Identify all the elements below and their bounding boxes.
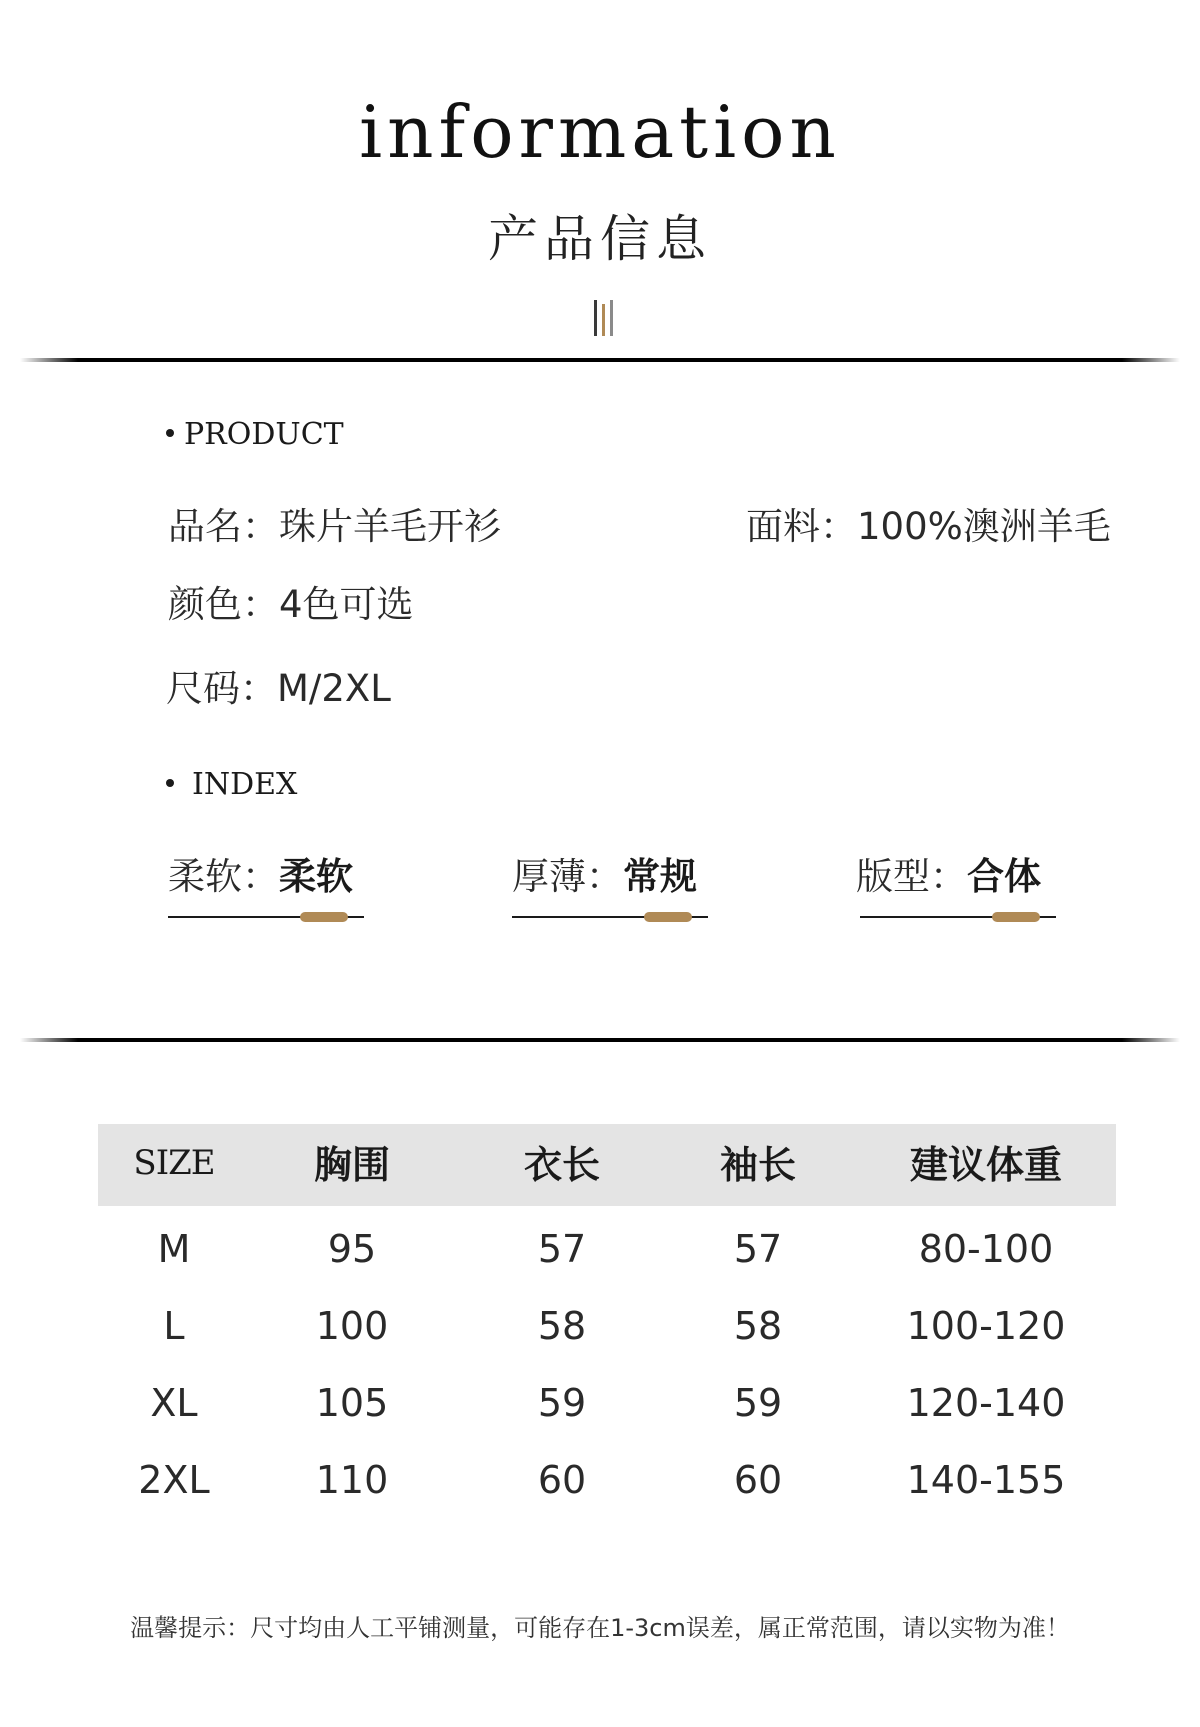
size-table-header-sleeve: 袖长 bbox=[719, 1143, 796, 1187]
table-cell: 2XL bbox=[138, 1458, 210, 1502]
measurement-note: 温馨提示：尺寸均由人工平铺测量，可能存在1-3cm误差，属正常范围，请以实物为准！ bbox=[130, 1614, 1070, 1642]
size-table-header-weight: 建议体重 bbox=[909, 1143, 1062, 1187]
table-cell: 59 bbox=[733, 1381, 783, 1425]
section-label-index bbox=[166, 767, 298, 802]
table-cell: 60 bbox=[537, 1458, 587, 1502]
index-scale-marker bbox=[644, 912, 692, 922]
size-table-header-size: SIZE bbox=[133, 1143, 215, 1183]
index-value: 柔软 bbox=[279, 855, 353, 898]
divider-middle bbox=[20, 1038, 1180, 1042]
bullet-icon bbox=[166, 429, 174, 437]
divider-top bbox=[20, 358, 1180, 362]
product-color: 颜色：4色可选 bbox=[168, 583, 414, 626]
section-label-product-text: PRODUCT bbox=[184, 417, 344, 452]
bullet-icon bbox=[166, 779, 174, 787]
table-cell: 120-140 bbox=[906, 1381, 1066, 1425]
index-value: 常规 bbox=[623, 855, 697, 898]
table-cell: L bbox=[163, 1304, 185, 1348]
table-cell: 57 bbox=[537, 1227, 587, 1271]
index-label: 版型： bbox=[856, 855, 967, 898]
table-cell: 59 bbox=[537, 1381, 587, 1425]
title-chinese: 产品信息 bbox=[488, 210, 712, 268]
table-cell: XL bbox=[150, 1381, 198, 1425]
table-cell: 57 bbox=[733, 1227, 783, 1271]
table-cell: 100 bbox=[315, 1304, 389, 1348]
index-item-fit bbox=[856, 855, 1041, 898]
table-cell: 58 bbox=[537, 1304, 587, 1348]
table-cell: 60 bbox=[733, 1458, 783, 1502]
product-fabric: 面料：100%澳洲羊毛 bbox=[746, 505, 1111, 548]
index-label: 柔软： bbox=[168, 855, 279, 898]
table-cell: 140-155 bbox=[906, 1458, 1066, 1502]
table-cell: 105 bbox=[315, 1381, 389, 1425]
index-label: 厚薄： bbox=[512, 855, 623, 898]
table-cell: M bbox=[157, 1227, 191, 1271]
section-label-index-text: INDEX bbox=[192, 767, 298, 802]
table-cell: 95 bbox=[327, 1227, 377, 1271]
index-item-thickness bbox=[512, 855, 697, 898]
section-label-product bbox=[166, 417, 344, 452]
product-name: 品名：珠片羊毛开衫 bbox=[168, 505, 501, 548]
size-table-header-chest: 胸围 bbox=[313, 1143, 390, 1187]
index-scale-marker bbox=[300, 912, 348, 922]
index-item-softness bbox=[168, 855, 353, 898]
table-cell: 58 bbox=[733, 1304, 783, 1348]
table-cell: 100-120 bbox=[906, 1304, 1066, 1348]
table-cell: 80-100 bbox=[918, 1227, 1054, 1271]
index-scale-marker bbox=[992, 912, 1040, 922]
index-value: 合体 bbox=[967, 855, 1041, 898]
product-size: 尺码：M/2XL bbox=[166, 667, 391, 710]
title-english: information bbox=[359, 90, 841, 174]
table-cell: 110 bbox=[315, 1458, 389, 1502]
decorative-lines-icon bbox=[592, 300, 616, 336]
size-table-header-length: 衣长 bbox=[523, 1143, 600, 1187]
